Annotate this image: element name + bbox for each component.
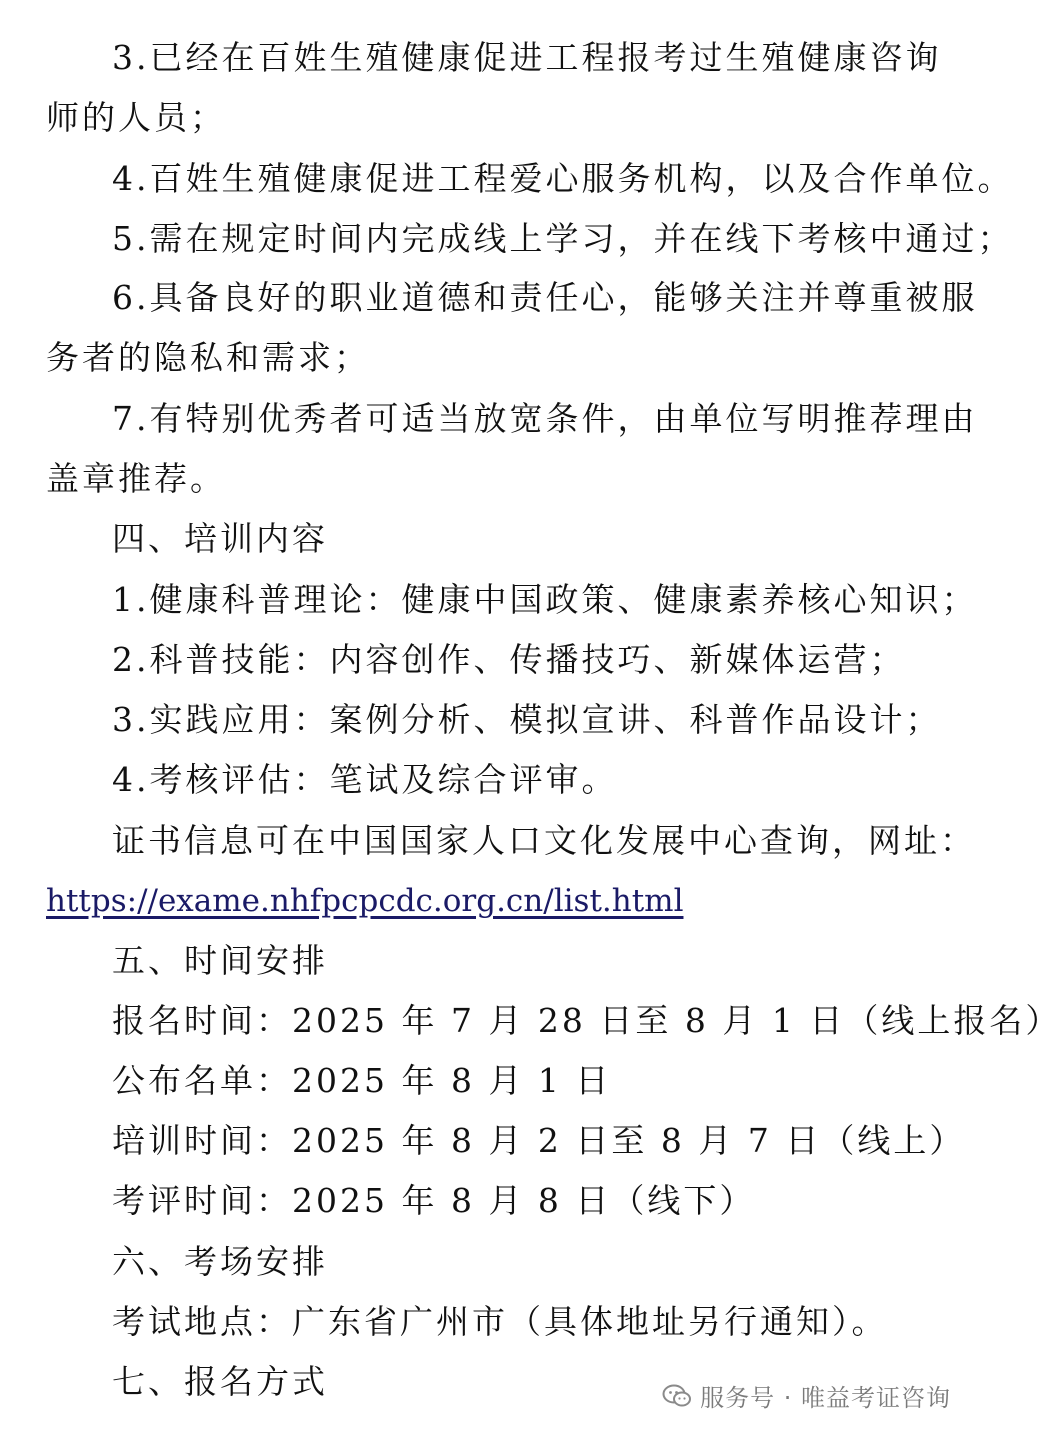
- text-line-item-4: 4.百姓生殖健康促进工程爱心服务机构，以及合作单位。: [112, 159, 1014, 198]
- text-line-exam-location: 考试地点：广东省广州市（具体地址另行通知）。: [112, 1302, 888, 1341]
- text-line-training-2: 2.科普技能：内容创作、传播技巧、新媒体运营；: [112, 640, 906, 679]
- text-line-certificate-info: 证书信息可在中国国家人口文化发展中心查询，网址：: [112, 821, 976, 860]
- account-watermark: [662, 1378, 951, 1413]
- wechat-icon: [662, 1383, 692, 1409]
- section-heading-training-content: 四、培训内容: [112, 519, 328, 558]
- text-line-item-3: 3.已经在百姓生殖健康促进工程报考过生殖健康咨询: [112, 38, 942, 77]
- text-line-assessment-time: 考评时间：2025 年 8 月 8 日（线下）: [112, 1181, 756, 1220]
- text-line-item-7: 7.有特别优秀者可适当放宽条件，由单位写明推荐理由: [112, 399, 978, 438]
- text-line-training-1: 1.健康科普理论：健康中国政策、健康素养核心知识；: [112, 580, 978, 619]
- section-heading-schedule: 五、时间安排: [112, 941, 328, 980]
- text-line-item-3-cont: 师的人员；: [46, 98, 226, 137]
- certificate-query-link[interactable]: https://exame.nhfpcpcdc.org.cn/list.html: [46, 883, 684, 919]
- text-line-training-3: 3.实践应用：案例分析、模拟宣讲、科普作品设计；: [112, 700, 942, 739]
- text-line-item-7-cont: 盖章推荐。: [46, 459, 226, 498]
- text-line-training-time: 培训时间：2025 年 8 月 2 日至 8 月 7 日（线上）: [112, 1121, 966, 1160]
- watermark-text: 服务号 · 唯益考证咨询: [700, 1384, 951, 1412]
- text-line-registration-time: 报名时间：2025 年 7 月 28 日至 8 月 1 日（线上报名）: [112, 1001, 1061, 1040]
- text-line-item-5: 5.需在规定时间内完成线上学习，并在线下考核中通过；: [112, 219, 1014, 258]
- text-line-publish-list: 公布名单：2025 年 8 月 1 日: [112, 1061, 612, 1100]
- section-heading-exam-venue: 六、考场安排: [112, 1242, 328, 1281]
- section-heading-registration-method: 七、报名方式: [112, 1362, 328, 1401]
- text-line-training-4: 4.考核评估：笔试及综合评审。: [112, 760, 618, 799]
- text-line-item-6-cont: 务者的隐私和需求；: [46, 338, 370, 377]
- text-line-item-6: 6.具备良好的职业道德和责任心，能够关注并尊重被服: [112, 278, 978, 317]
